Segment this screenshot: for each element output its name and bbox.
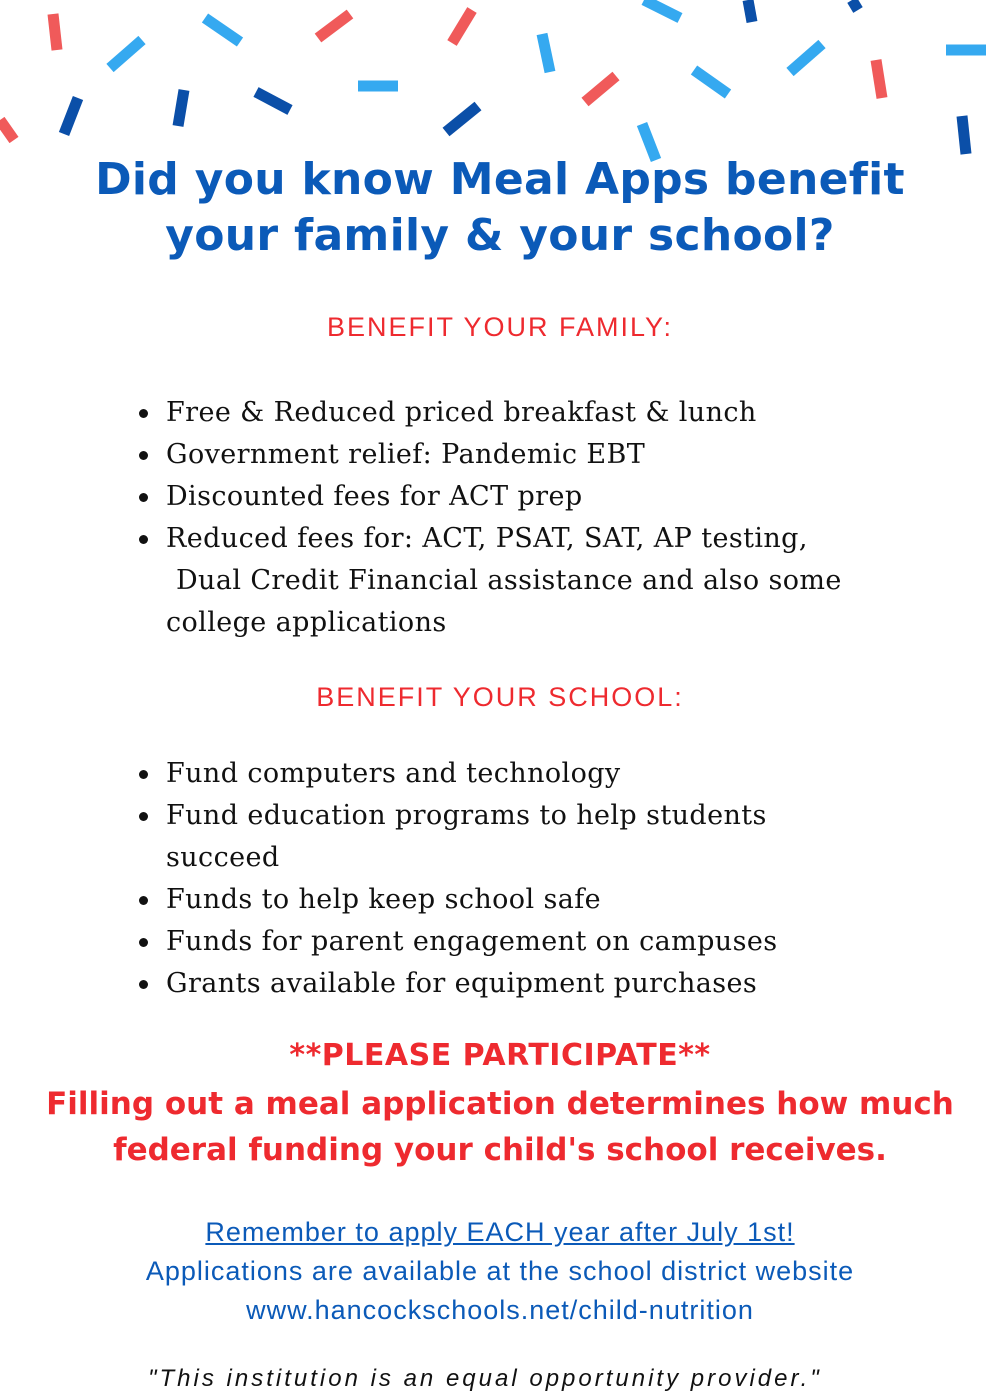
family-benefits-heading: BENEFIT YOUR FAMILY:: [326, 312, 674, 342]
confetti-piece: [318, 14, 350, 38]
applications-availability-text: Applications are available at the school district website: [145, 1256, 855, 1286]
district-website-link[interactable]: www.hancockschools.net/child-nutrition: [246, 1295, 754, 1325]
confetti-piece: [790, 44, 822, 72]
school-benefits-list: [166, 753, 926, 1005]
list-item: Fund computers and technology: [166, 753, 926, 795]
family-benefits-list: [166, 392, 926, 644]
confetti-piece: [64, 98, 78, 134]
funding-message: [0, 1081, 1000, 1173]
list-item-line: Reduced fees for: ACT, PSAT, SAT, AP testing,: [166, 523, 808, 554]
confetti-piece: [694, 70, 728, 94]
funding-message-line: Filling out a meal application determines how much: [46, 1086, 954, 1122]
list-item: [166, 518, 926, 644]
confetti-piece: [446, 106, 478, 132]
apply-reminder-link[interactable]: Remember to apply EACH year after July 1st!: [205, 1217, 795, 1247]
school-benefits-heading: BENEFIT YOUR SCHOOL:: [316, 682, 684, 712]
list-item-line: Dual Credit Financial assistance and also some: [176, 565, 842, 596]
list-item: Grants available for equipment purchases: [166, 963, 926, 1005]
page-title: [40, 152, 960, 264]
list-item: Fund education programs to help students succeed: [166, 795, 826, 879]
confetti-piece: [53, 14, 57, 50]
confetti-piece: [205, 18, 240, 42]
list-item-line: college applications: [166, 607, 447, 638]
confetti-piece: [644, 0, 680, 18]
confetti-piece: [852, 0, 858, 10]
confetti-piece: [748, 0, 752, 22]
confetti-piece: [110, 40, 142, 68]
confetti-piece: [542, 34, 550, 72]
confetti-piece: [452, 10, 472, 43]
list-item: Discounted fees for ACT prep: [166, 476, 926, 518]
confetti-piece: [0, 120, 14, 140]
list-item: Funds for parent engagement on campuses: [166, 921, 926, 963]
list-item: Free & Reduced priced breakfast & lunch: [166, 392, 926, 434]
funding-message-line: federal funding your child's school receives.: [113, 1132, 887, 1168]
confetti-piece: [876, 60, 882, 98]
list-item: Government relief: Pandemic EBT: [166, 434, 926, 476]
title-line-1: Did you know Meal Apps benefit: [95, 154, 905, 205]
participate-callout: **PLEASE PARTICIPATE**: [289, 1038, 711, 1073]
confetti-piece: [178, 90, 184, 126]
confetti-piece: [585, 76, 616, 102]
confetti-piece: [962, 116, 966, 154]
title-line-2: your family & your school?: [165, 210, 835, 261]
confetti-piece: [256, 92, 290, 110]
equal-opportunity-statement: "This institution is an equal opportunity provider.": [148, 1365, 822, 1392]
list-item: Funds to help keep school safe: [166, 879, 926, 921]
